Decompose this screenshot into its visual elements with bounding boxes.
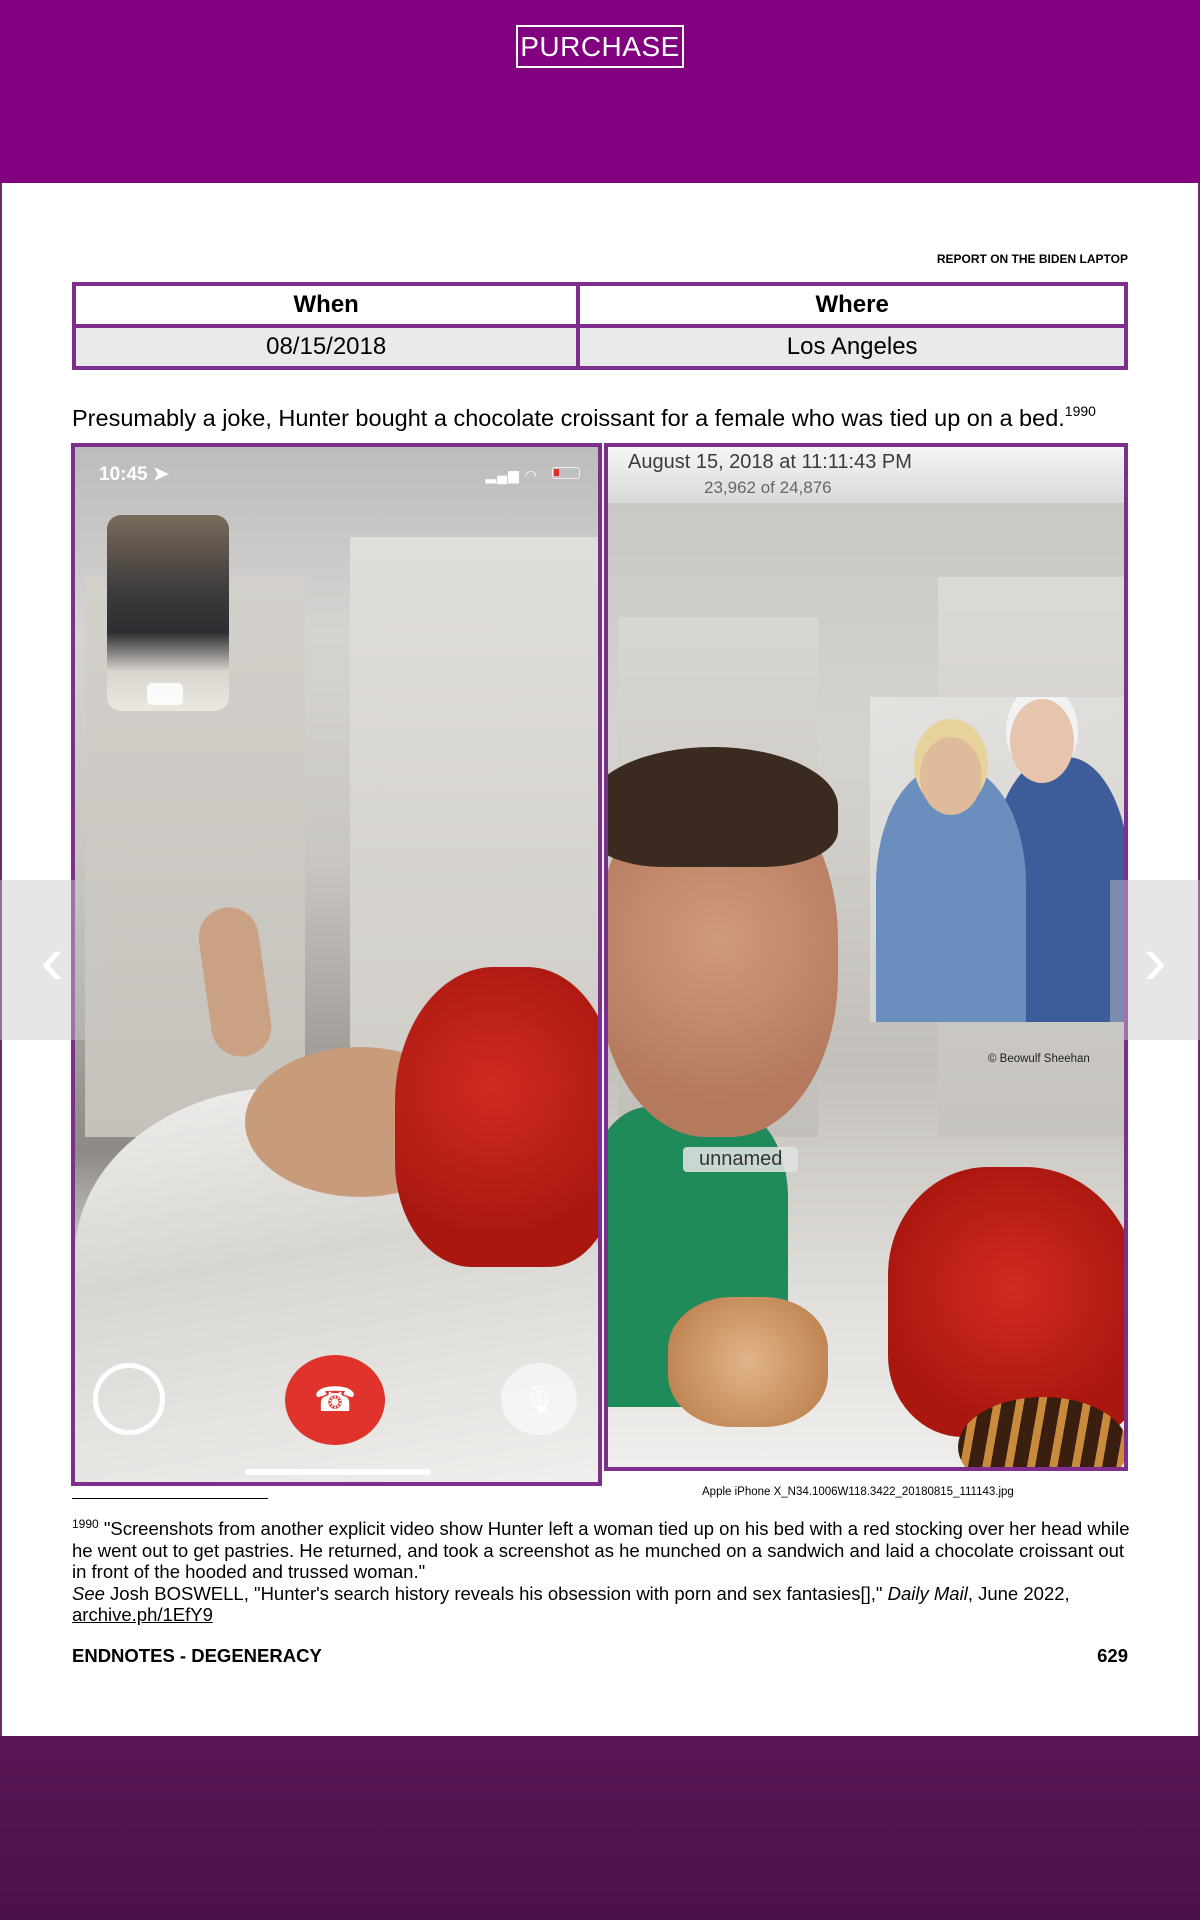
next-page-button[interactable] (1110, 880, 1200, 1040)
when-value: 08/15/2018 (74, 326, 578, 368)
where-header: Where (578, 284, 1126, 326)
photo-count: 23,962 of 24,876 (704, 478, 832, 497)
photo-hair (604, 747, 838, 867)
footnote-divider (72, 1498, 268, 1499)
footnote-see: See (72, 1582, 105, 1604)
battery-icon (552, 467, 580, 479)
footnote-citation: Josh BOSWELL, "Hunter's search history reveals his obsession with porn and sex fantasies[]," (104, 1582, 888, 1604)
footnote-quote: "Screenshots from another explicit video show Hunter left a woman tied up on his bed with a red stocking over her head while he went out to get pastries. He returned, and took a screenshot as he munched on a sandwich and laid a chocolate croissant out in front of the hooded and trussed woman." (72, 1518, 1130, 1583)
section-footer: ENDNOTES - DEGENERACY (72, 1645, 322, 1666)
photo-info-header (608, 447, 1124, 503)
camera-flip-icon (147, 683, 183, 705)
photo-date: August 15, 2018 at 11:11:43 PM (628, 451, 912, 473)
microphone-icon: 🎙 (522, 1384, 556, 1414)
pip-camera-preview (107, 515, 229, 711)
when-where-table (72, 282, 1128, 370)
when-header: When (74, 284, 578, 326)
facetime-screenshot (71, 443, 602, 1486)
running-head: REPORT ON THE BIDEN LAPTOP (936, 252, 1128, 266)
photo-caption: Apple iPhone X_N34.1006W118.3422_20180815_111143.jpg (702, 1486, 1014, 1498)
where-value: Los Angeles (578, 326, 1126, 368)
shutter-button (93, 1363, 165, 1435)
chevron-left-icon: ‹ (40, 921, 64, 999)
photo-red-hood (888, 1167, 1128, 1437)
photo-red-hood (395, 967, 602, 1267)
mute-button (501, 1363, 577, 1435)
photo-person-head (1010, 699, 1074, 783)
signal-wifi-icon: ▂▄▆ ◠ (485, 467, 538, 483)
photo-screenshot (604, 443, 1128, 1471)
footnote (72, 1514, 1132, 1626)
photo-person-head (920, 737, 982, 815)
page-number: 629 (1097, 1645, 1128, 1666)
purchase-button[interactable]: PURCHASE (516, 25, 684, 68)
footnote-ref[interactable]: 1990 (1064, 403, 1096, 419)
home-indicator (245, 1469, 431, 1475)
chevron-right-icon: › (1143, 921, 1167, 999)
intro-text (72, 405, 1096, 432)
photo-sandwich (668, 1297, 828, 1427)
previous-page-button[interactable] (0, 880, 104, 1040)
footnote-number: 1990 (72, 1517, 99, 1531)
archive-link[interactable]: archive.ph/1EfY9 (72, 1604, 213, 1626)
end-call-icon: ☎ (313, 1381, 357, 1419)
unnamed-label: unnamed (683, 1147, 798, 1172)
intro-sentence: Presumably a joke, Hunter bought a chocolate croissant for a female who was tied up on a bed. (72, 405, 1065, 431)
photo-credit: © Beowulf Sheehan (988, 1053, 1090, 1065)
footnote-publication: Daily Mail (887, 1582, 968, 1604)
footnote-date: , June 2022, (967, 1582, 1070, 1604)
inset-couple-photo (870, 697, 1128, 1022)
status-time: 10:45 ➤ (99, 464, 169, 485)
end-call-button (285, 1355, 385, 1445)
